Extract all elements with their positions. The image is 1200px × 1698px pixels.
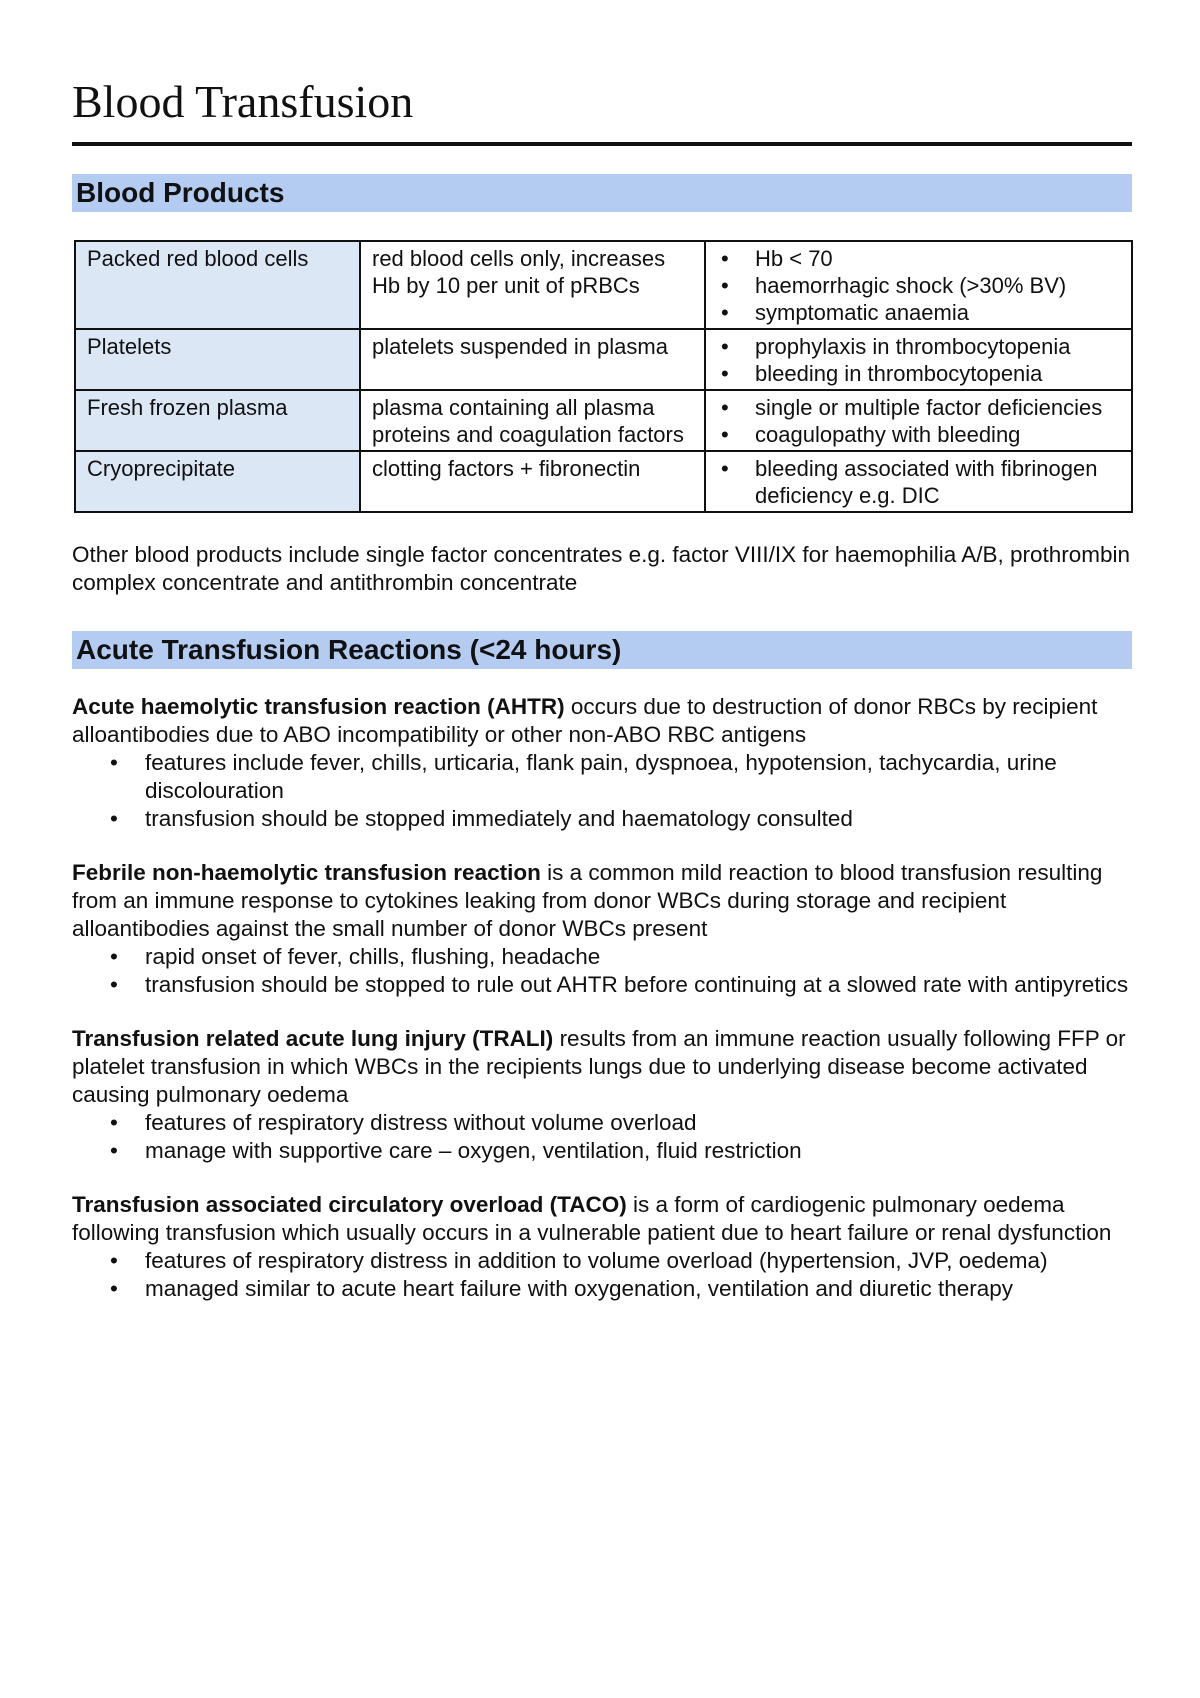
list-item: • rapid onset of fever, chills, flushing, headache	[145, 943, 1132, 971]
product-description: plasma containing all plasma proteins and coagulation factors	[360, 390, 705, 451]
product-indications	[705, 451, 1132, 512]
product-name: Platelets	[75, 329, 360, 390]
table-row	[75, 390, 1132, 451]
reaction-bullets	[72, 749, 1132, 833]
reaction-bullets	[72, 943, 1132, 999]
list-item: • features include fever, chills, urticaria, flank pain, dyspnoea, hypotension, tachycardia, urine discolouration	[145, 749, 1132, 805]
indication-item: • haemorrhagic shock (>30% BV)	[755, 272, 1121, 299]
reaction-description: is a form of cardiogenic pulmonary oedema following transfusion which usually occurs in a vulnerable patient due to heart failure or renal dysfunction	[72, 1192, 1112, 1245]
list-item: • manage with supportive care – oxygen, ventilation, fluid restriction	[145, 1137, 1132, 1165]
indication-item: • symptomatic anaemia	[755, 299, 1121, 326]
list-item: • features of respiratory distress in addition to volume overload (hypertension, JVP, oedema)	[145, 1247, 1132, 1275]
reaction-paragraph	[72, 859, 1132, 943]
product-description: platelets suspended in plasma	[360, 329, 705, 390]
product-indications	[705, 390, 1132, 451]
reaction-description: is a common mild reaction to blood transfusion resulting from an immune response to cytokines leaking from donor WBCs during storage and recipient alloantibodies against the small number of donor WBCs present	[72, 860, 1103, 941]
reaction-term: Transfusion associated circulatory overload (TACO)	[72, 1192, 627, 1217]
indication-item: • Hb < 70	[755, 245, 1121, 272]
reaction-paragraph	[72, 693, 1132, 749]
table-row	[75, 329, 1132, 390]
indication-item: • bleeding in thrombocytopenia	[755, 360, 1121, 387]
product-description: clotting factors + fibronectin	[360, 451, 705, 512]
reaction-description: occurs due to destruction of donor RBCs by recipient alloantibodies due to ABO incompatibility or other non-ABO RBC antigens	[72, 694, 1098, 747]
product-name: Packed red blood cells	[75, 241, 360, 329]
product-name: Fresh frozen plasma	[75, 390, 360, 451]
reaction-description: results from an immune reaction usually following FFP or platelet transfusion in which WBCs in the recipients lungs due to underlying disease become activated causing pulmonary oedema	[72, 1026, 1126, 1107]
section-heading-acute-reactions: Acute Transfusion Reactions (<24 hours)	[72, 631, 1132, 669]
other-products-note: Other blood products include single factor concentrates e.g. factor VIII/IX for haemophilia A/B, prothrombin complex concentrate and antithrombin concentrate	[72, 542, 1131, 595]
reaction-bullets	[72, 1109, 1132, 1165]
section-heading-blood-products: Blood Products	[72, 174, 1132, 212]
indication-item: • prophylaxis in thrombocytopenia	[755, 333, 1121, 360]
list-item: • transfusion should be stopped immediately and haematology consulted	[145, 805, 1132, 833]
list-item: • transfusion should be stopped to rule out AHTR before continuing at a slowed rate with antipyretics	[145, 971, 1132, 999]
title-divider	[72, 142, 1132, 146]
reaction-term: Acute haemolytic transfusion reaction (AHTR)	[72, 694, 565, 719]
table-row	[75, 451, 1132, 512]
page-title: Blood Transfusion	[72, 76, 414, 127]
product-name: Cryoprecipitate	[75, 451, 360, 512]
product-indications	[705, 241, 1132, 329]
reaction-paragraph	[72, 1191, 1132, 1247]
reaction-paragraph	[72, 1025, 1132, 1109]
table-row	[75, 241, 1132, 329]
indication-item: • coagulopathy with bleeding	[755, 421, 1121, 448]
list-item: • features of respiratory distress without volume overload	[145, 1109, 1132, 1137]
list-item: • managed similar to acute heart failure with oxygenation, ventilation and diuretic therapy	[145, 1275, 1132, 1303]
indication-item: • bleeding associated with fibrinogen deficiency e.g. DIC	[755, 455, 1121, 509]
product-indications	[705, 329, 1132, 390]
reaction-term: Febrile non-haemolytic transfusion reaction	[72, 860, 541, 885]
indication-item: • single or multiple factor deficiencies	[755, 394, 1121, 421]
blood-products-table	[74, 240, 1133, 513]
reaction-bullets	[72, 1247, 1132, 1303]
reaction-term: Transfusion related acute lung injury (TRALI)	[72, 1026, 554, 1051]
product-description: red blood cells only, increases Hb by 10 per unit of pRBCs	[360, 241, 705, 329]
